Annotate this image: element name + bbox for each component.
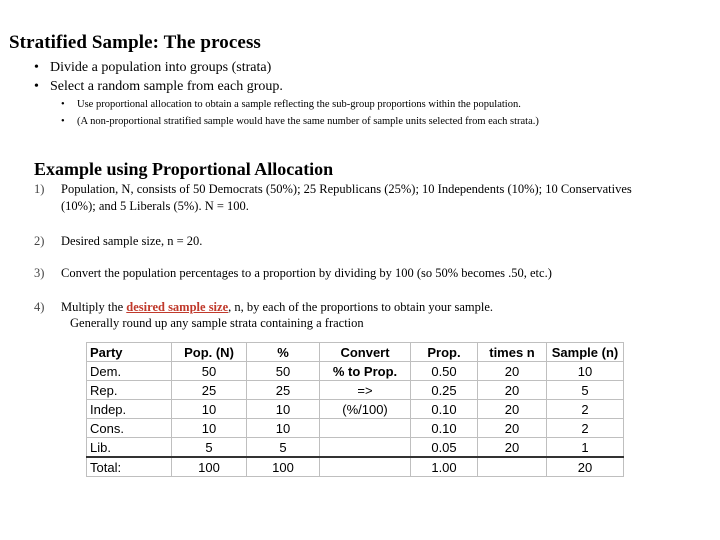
table-cell: 20	[478, 438, 547, 458]
table-row	[87, 362, 624, 381]
table-header-row	[87, 343, 624, 362]
bullet-dot-icon: •	[61, 116, 65, 127]
table-cell: 10	[172, 400, 247, 419]
table-cell: Indep.	[87, 400, 172, 419]
column-header: Party	[87, 343, 172, 362]
column-header: Sample (n)	[547, 343, 624, 362]
table-cell: (%/100)	[320, 400, 411, 419]
table-cell: 20	[547, 457, 624, 477]
column-header: Convert	[320, 343, 411, 362]
main-bullet: • Divide a population into groups (strata)	[34, 60, 272, 75]
table-row	[87, 400, 624, 419]
sub-bullet: • (A non-proportional stratified sample would have the same number of sample units selected from each strata.)	[61, 113, 539, 130]
table-row	[87, 438, 624, 458]
example-title: Example using Proportional Allocation	[34, 159, 334, 179]
table-cell: 2	[547, 400, 624, 419]
table-cell: Cons.	[87, 419, 172, 438]
table-cell: 50	[172, 362, 247, 381]
step-text: Population, N, consists of 50 Democrats (50%); 25 Republicans (25%); 10 Independents (10%); 10 Conservatives (10%); and 5 Liberals (5%). N = 100.	[61, 182, 632, 213]
column-header: times n	[478, 343, 547, 362]
table-cell: 0.05	[411, 438, 478, 458]
slide-title: Stratified Sample: The process	[9, 32, 261, 53]
table-cell: 10	[172, 419, 247, 438]
table-cell: 0.25	[411, 381, 478, 400]
step-item	[34, 299, 674, 316]
step-number: 1)	[34, 182, 45, 196]
highlighted-term: desired sample size	[126, 300, 229, 314]
table-cell: 1.00	[411, 457, 478, 477]
table-cell	[320, 438, 411, 458]
step-number: 2)	[34, 234, 45, 248]
table-cell: Dem.	[87, 362, 172, 381]
table-cell: 50	[247, 362, 320, 381]
table-cell: Lib.	[87, 438, 172, 458]
main-bullet-list	[34, 58, 283, 96]
table-cell: 20	[478, 419, 547, 438]
rounding-note: Generally round up any sample strata containing a fraction	[70, 316, 364, 330]
table-row	[87, 381, 624, 400]
table-cell: 5	[172, 438, 247, 458]
column-header: Prop.	[411, 343, 478, 362]
step-text: Convert the population percentages to a proportion by dividing by 100 (so 50% becomes .50, etc.)	[61, 266, 552, 280]
table-cell: 5	[547, 381, 624, 400]
table-cell: 0.50	[411, 362, 478, 381]
table-cell: 25	[247, 381, 320, 400]
table-cell: Total:	[87, 457, 172, 477]
table-cell: 0.10	[411, 419, 478, 438]
table-cell: Rep.	[87, 381, 172, 400]
bullet-dot-icon: •	[34, 79, 39, 94]
table-cell: 10	[247, 400, 320, 419]
table-cell: 10	[247, 419, 320, 438]
column-header: Pop. (N)	[172, 343, 247, 362]
step-text: Desired sample size, n = 20.	[61, 234, 203, 248]
table-cell: 20	[478, 381, 547, 400]
table-row	[87, 419, 624, 438]
step-number: 3)	[34, 266, 45, 280]
table-cell: 100	[247, 457, 320, 477]
table-cell	[320, 457, 411, 477]
table-cell: 5	[247, 438, 320, 458]
table-total-row	[87, 457, 624, 477]
sub-bullet: • Use proportional allocation to obtain a sample reflecting the sub-group proportions within the population.	[61, 96, 539, 113]
table-cell	[320, 419, 411, 438]
column-header: %	[247, 343, 320, 362]
table-cell: 10	[547, 362, 624, 381]
allocation-table	[86, 342, 624, 477]
bullet-dot-icon: •	[34, 60, 39, 75]
step-item	[34, 265, 674, 282]
table-cell: 1	[547, 438, 624, 458]
step-item	[34, 181, 674, 215]
bullet-dot-icon: •	[61, 99, 65, 110]
table-cell: 25	[172, 381, 247, 400]
table-cell: 100	[172, 457, 247, 477]
table-cell: 0.10	[411, 400, 478, 419]
table-cell: % to Prop.	[320, 362, 411, 381]
step-number: 4)	[34, 300, 45, 314]
sub-bullet-list	[61, 96, 539, 130]
table-cell: 2	[547, 419, 624, 438]
main-bullet: • Select a random sample from each group.	[34, 79, 283, 94]
table-cell: =>	[320, 381, 411, 400]
step-text: Multiply the desired sample size, n, by each of the proportions to obtain your sample.	[61, 300, 493, 314]
table-cell: 20	[478, 400, 547, 419]
step-item	[34, 233, 674, 250]
table-cell	[478, 457, 547, 477]
table-cell: 20	[478, 362, 547, 381]
